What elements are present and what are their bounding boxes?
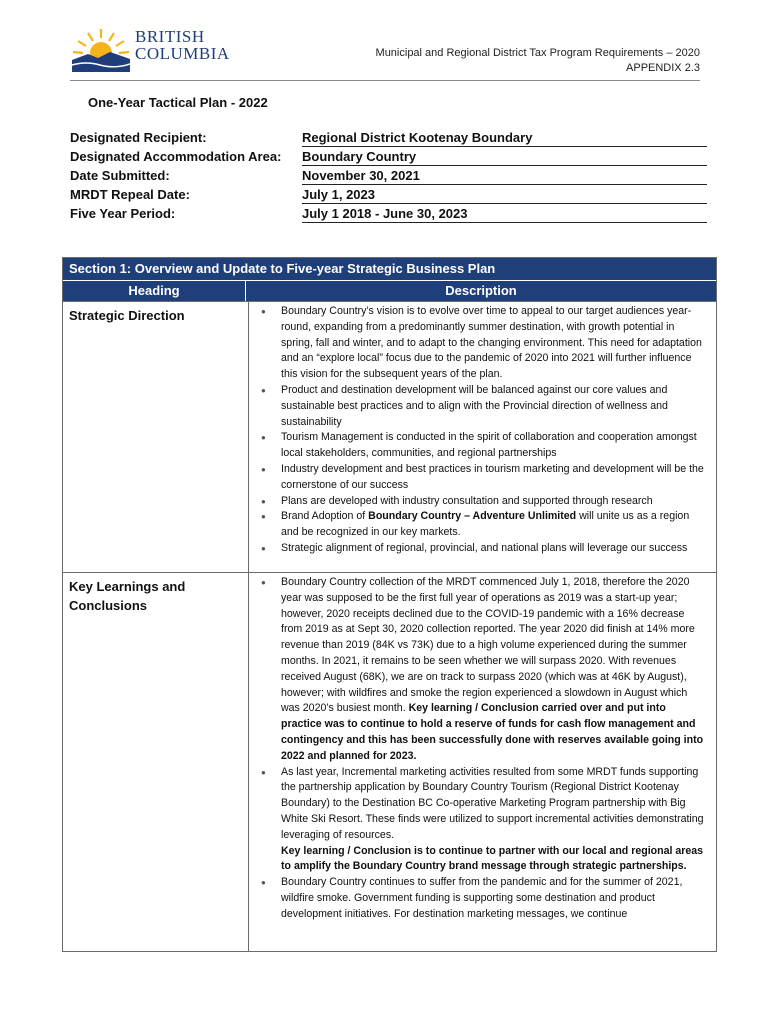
bc-sun-logo-icon	[70, 26, 132, 72]
row-heading-line: Conclusions	[69, 598, 148, 613]
list-item: ● Boundary Country’s vision is to evolve over time to appeal to our target audiences year-round, expanding from a predominantly summer destination, with growth potential in spring, fall and winter, and to adapt to the changing environment. This need for adaptation and an “explore local” focus due to the pandemic of 2020 into 2021 will further influence this vision for the subsequent years of the plan.	[257, 304, 708, 383]
plan-meta	[70, 129, 710, 224]
meta-label: Five Year Period:	[70, 206, 176, 221]
row-description	[249, 302, 716, 572]
list-item-text: Boundary Country collection of the MRDT commenced July 1, 2018, therefore the 2020 year was supposed to be the first full year of operations as 2019 was a start-up year; however, 2020 receipts declined due to the COVID-19 pandemic with a 16% decrease from 2019 as at Sept 30, 2020 collection reported. The year 2020 did finish at 14% more revenue than 2019 (84K vs 73K) due to a high volume experienced during the summer months. In 2021, it remains to be seen whether we will surpass 2020. With revenues received August (68K), we are on track to surpass 2020 (which was at 46K by August), however; with wildfires and smoke the region experienced a slowdown in August which was 2020’s busiest month.	[281, 576, 695, 715]
meta-row	[70, 186, 710, 205]
list-item	[257, 765, 708, 876]
list-item	[257, 509, 708, 541]
row-heading	[63, 573, 249, 951]
table-header-row	[63, 280, 716, 301]
key-learning-text: Key learning / Conclusion is to continue to partner with our local and regional areas to amplify the Boundary Country brand message through strategic partnerships.	[281, 844, 704, 873]
table-row	[63, 301, 716, 572]
meta-value: July 1, 2023	[302, 187, 707, 204]
column-heading: Heading	[63, 281, 246, 301]
bc-logo	[70, 26, 235, 74]
meta-value: Boundary Country	[302, 149, 707, 166]
header-title: Municipal and Regional District Tax Program Requirements – 2020	[375, 47, 700, 59]
key-learning-text: Key learning / Conclusion carried over and put into practice was to continue to hold a reserve of funds for cash flow management and contingency and this has been successfully done with reserves available going into 2022 and planned for 2023.	[281, 702, 704, 762]
list-item: ● Boundary Country continues to suffer from the pandemic and for the summer of 2021, wildfire smoke. Government funding is supporting some destination and product development initiatives. For destination marketing messages, we continue	[257, 875, 708, 922]
meta-value: July 1 2018 - June 30, 2023	[302, 206, 707, 223]
list-item-text: As last year, Incremental marketing activities resulted from some MRDT funds supporting the partnership application by Boundary Country Tourism (Regional District Kootenay Boundary) to the Destination BC Co-operative Marketing Program partnership with Big White Ski Resort. These finds were utilized to support incremental activities demonstrating leveraging of resources.	[281, 765, 704, 841]
meta-value: November 30, 2021	[302, 168, 707, 185]
list-item: ● Strategic alignment of regional, provincial, and national plans will leverage our success	[257, 541, 708, 557]
meta-label: MRDT Repeal Date:	[70, 187, 190, 202]
logo-text-line2: COLUMBIA	[135, 44, 230, 63]
meta-label: Date Submitted:	[70, 168, 170, 183]
meta-value: Regional District Kootenay Boundary	[302, 130, 707, 147]
bc-wordmark	[135, 28, 230, 62]
table-row	[63, 572, 716, 951]
document-header	[376, 46, 700, 76]
list-item: ● Tourism Management is conducted in the spirit of collaboration and cooperation amongst local stakeholders, communities, and regional partnerships	[257, 430, 708, 462]
meta-row	[70, 167, 710, 186]
header-divider	[70, 80, 700, 81]
list-item-text: will unite us as a region and be recognized in our key markets.	[281, 510, 690, 539]
list-item: ● Plans are developed with industry consultation and supported through research	[257, 494, 708, 510]
meta-row	[70, 129, 710, 148]
header-appendix: APPENDIX 2.3	[626, 62, 700, 74]
section-1-table	[62, 257, 717, 952]
list-item: ● Industry development and best practices in tourism marketing and development will be the cornerstone of our success	[257, 462, 708, 494]
row-heading: Strategic Direction	[63, 302, 249, 572]
meta-label: Designated Recipient:	[70, 130, 207, 145]
meta-row	[70, 205, 710, 224]
row-description	[249, 573, 716, 951]
column-description: Description	[445, 283, 517, 298]
list-item: ● Product and destination development will be balanced against our core values and sustainable best practices and to align with the Provincial direction of wellness and sustainability	[257, 383, 708, 430]
row-heading-line: Key Learnings and	[69, 579, 186, 594]
logo-text-line1: BRITISH	[135, 27, 205, 46]
section-title: Section 1: Overview and Update to Five-year Strategic Business Plan	[63, 258, 716, 280]
list-item-text: Brand Adoption of	[281, 510, 369, 523]
brand-name: Boundary Country – Adventure Unlimited	[368, 510, 577, 523]
meta-row	[70, 148, 710, 167]
meta-label: Designated Accommodation Area:	[70, 149, 282, 164]
list-item	[257, 575, 708, 765]
plan-title: One-Year Tactical Plan - 2022	[88, 95, 268, 110]
